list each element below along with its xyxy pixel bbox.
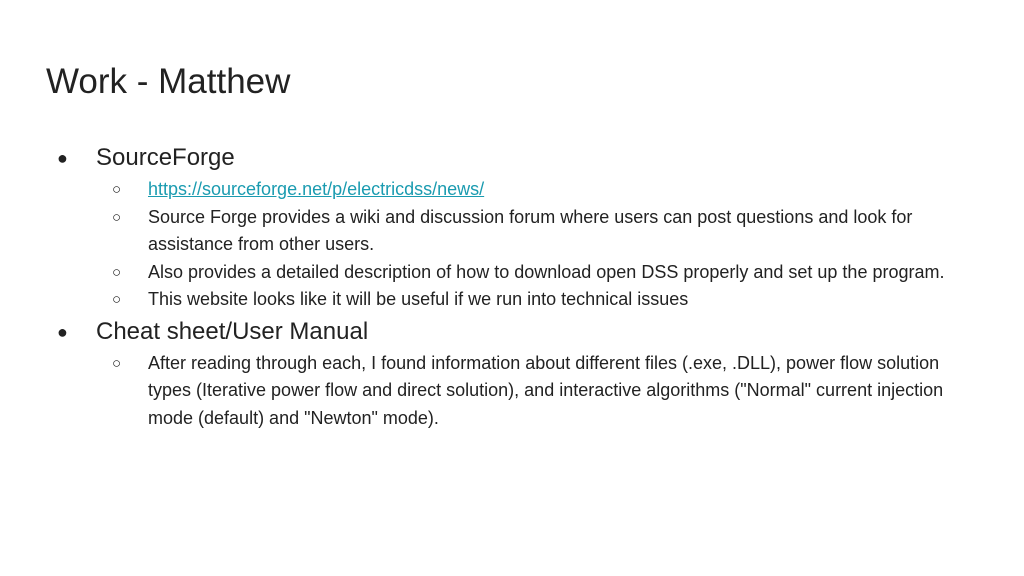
sourceforge-link[interactable]: https://sourceforge.net/p/electricdss/news/ — [148, 179, 485, 199]
bullet-circle-icon: ○ — [112, 291, 122, 308]
sub-bullet-link — [0, 176, 1024, 204]
bullet-sourceforge — [0, 140, 1024, 176]
bullet-cheat-sheet — [0, 314, 1024, 350]
sub-bullet-item — [0, 204, 1024, 259]
bullet-circle-icon: ○ — [112, 181, 122, 198]
bullet-heading: Cheat sheet/User Manual — [96, 317, 369, 345]
slide-body — [0, 140, 1024, 432]
slide-title: Work - Matthew — [46, 62, 291, 101]
sub-bullet-text: This website looks like it will be useful if we run into technical issues — [148, 289, 689, 309]
bullet-dot-icon: ● — [57, 321, 68, 342]
bullet-circle-icon: ○ — [112, 263, 122, 281]
sub-bullet-item — [0, 259, 1024, 287]
sub-bullet-text: Also provides a detailed description of how to download open DSS properly and set up the program. — [148, 261, 945, 282]
bullet-circle-icon: ○ — [112, 208, 122, 226]
bullet-heading: SourceForge — [96, 144, 235, 171]
sub-bullet-item — [0, 350, 1024, 433]
bullet-circle-icon: ○ — [112, 354, 122, 372]
sub-bullet-text: After reading through each, I found information about different files (.exe, .DLL), power flow solution types (Iterative power flow and direct solution), and interactive algorithms ("Normal" current injection mode (default) and "Newton" mode). — [148, 352, 944, 428]
bullet-dot-icon: ● — [57, 148, 68, 168]
sub-bullet-item — [0, 286, 1024, 314]
sub-bullet-text: Source Forge provides a wiki and discussion forum where users can post questions and look for assistance from other users. — [148, 206, 913, 254]
